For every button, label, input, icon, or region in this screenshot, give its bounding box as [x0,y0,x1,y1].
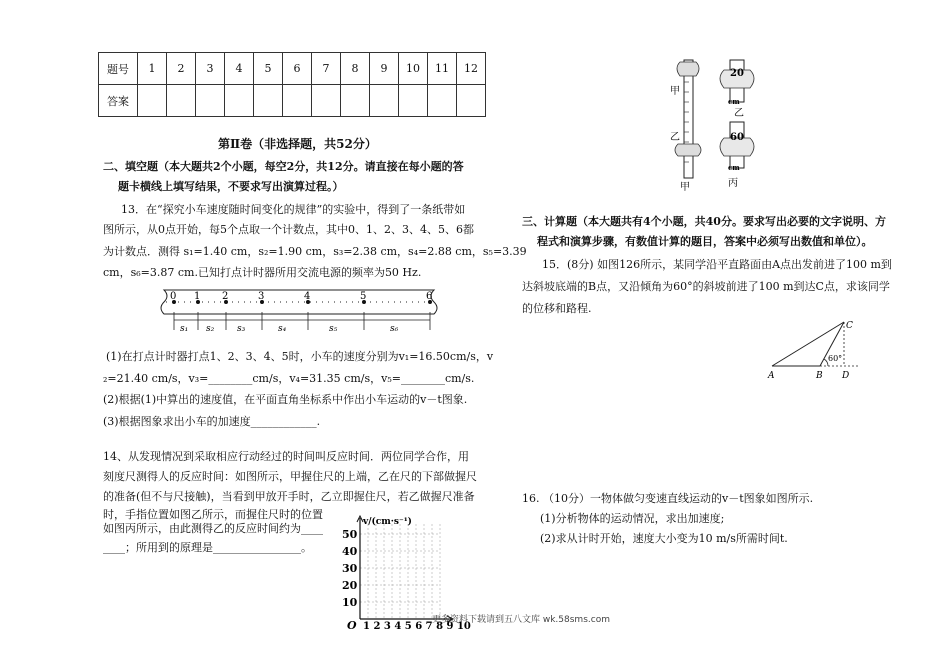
answer-cell[interactable] [428,85,457,117]
answer-cell[interactable] [196,85,225,117]
ruler-unit: cm [728,163,740,172]
table-row [99,85,486,117]
paper-tape-figure [158,286,443,334]
answer-cell[interactable] [399,85,428,117]
q13-line: 图所示，从0点开始，每5个点取一个计数点，其中0、1、2、3、4、5、6都 [103,223,474,236]
answer-table [98,52,486,117]
ruler-unit: cm [728,97,740,106]
q16-line2: (1)分析物体的运动情况，求出加速度; [540,512,725,525]
graph-ytick: 20 [342,579,358,592]
ruler-label: 乙 [734,108,744,119]
ruler-figure [670,52,790,192]
tape-label: 1 [194,291,201,302]
table-cell: 2 [167,53,196,85]
table-row [99,53,486,85]
q14-line: 刻度尺测得人的反应时间：如图所示，甲握住尺的上端，乙在尺的下部做握尺 [103,470,477,483]
graph-ytick: 40 [342,545,358,558]
point-label: A [768,371,775,381]
q13-line: 为计数点．测得 s₁=1.40 cm，s₂=1.90 cm，s₃=2.38 cm，s₄=2.88 cm，s₅=3.39 [103,245,527,258]
tape-label: 4 [304,291,311,302]
q13-line: 13．在“探究小车速度随时间变化的规律”的实验中，得到了一条纸带如 [121,203,466,216]
answer-cell[interactable] [167,85,196,117]
graph-origin: O [347,619,357,632]
graph-ytick: 10 [342,596,358,609]
answer-cell[interactable] [283,85,312,117]
header-label: 题号 [99,53,138,85]
graph-ytick: 50 [342,528,358,541]
fill-section-line2: 题卡横线上填写结果，不要求写出演算过程。） [118,180,344,193]
part2-title: 第Ⅱ卷（非选择题，共52分） [218,137,377,151]
tape-label: 2 [222,291,229,302]
ruler-reading: 60 [730,132,744,143]
ruler-label: 甲 [680,182,690,192]
calc-section-line1: 三、计算题（本大题共有4个小题，共40分。要求写出必要的文字说明、方 [522,215,886,228]
tape-label: 0 [170,291,177,302]
answer-cell[interactable] [341,85,370,117]
q14-line: 时，手指位置如图乙所示，而握住尺时的位置 [103,508,323,521]
q15-line: 达斜坡底端的B点，又沿倾角为60°的斜坡前进了100 m到达C点，求该同学 [522,280,890,293]
point-label: D [842,371,850,381]
point-label: C [846,321,853,331]
table-cell: 12 [457,53,486,85]
point-label: B [816,371,823,381]
table-cell: 3 [196,53,225,85]
table-cell: 6 [283,53,312,85]
segment-label: s₅ [329,324,338,334]
q16-line3: (2)求从计时开始，速度大小变为10 m/s所需时间t. [540,532,788,545]
segment-label: s₃ [237,324,246,334]
graph-ytick: 30 [342,562,358,575]
q13-sub1-line1: (1)在打点计时器打点1、2、3、4、5时，小车的速度分别为v₁=16.50cm/s，v [106,350,494,363]
ruler-label: 乙 [670,132,680,143]
tape-dots [172,300,432,304]
table-cell: 9 [370,53,399,85]
segment-label: s₁ [180,324,189,334]
answer-cell[interactable] [312,85,341,117]
segment-label: s₄ [278,324,287,334]
calc-section-line2: 程式和演算步骤，有数值计算的题目，答案中必须写出数值和单位）。 [537,235,873,248]
fill-section-line1: 二、填空题（本大题共2个小题，每空2分，共12分。请直接在每小题的答 [103,160,464,173]
q13-sub3: (3)根据图象求出小车的加速度____________. [103,415,321,428]
table-cell: 7 [312,53,341,85]
q13-sub2: (2)根据(1)中算出的速度值，在平面直角坐标系中作出小车运动的v－t图象. [103,393,468,406]
table-cell: 10 [399,53,428,85]
answer-cell[interactable] [138,85,167,117]
q13-line: cm，s₆=3.87 cm.已知打点计时器所用交流电源的频率为50 Hz. [103,266,422,279]
answer-cell[interactable] [457,85,486,117]
tape-label: 3 [258,291,265,302]
q15-line: 15．(8分) 如图126所示，某同学沿平直路面由A点出发前进了100 m到 [542,258,892,271]
table-cell: 4 [225,53,254,85]
graph-xticks: 1 2 3 4 5 6 7 8 9 10 [363,621,471,632]
table-cell: 11 [428,53,457,85]
table-cell: 8 [341,53,370,85]
footer-text: 更多资料下载请到五八文库 wk.58sms.com [432,615,610,625]
q16-line1: 16. （10分）一物体做匀变速直线运动的v－t图象如图所示. [522,492,814,505]
angle-label: 60° [828,354,843,363]
answer-cell[interactable] [254,85,283,117]
q14-line: 如图丙所示，由此测得乙的反应时间约为____ [103,522,323,535]
table-cell: 1 [138,53,167,85]
q14-line: ____；所用到的原理是________________。 [103,541,312,554]
slope-figure [762,314,862,386]
q14-line: 14、从发现情况到采取相应行动经过的时间叫反应时间．两位同学合作，用 [103,450,469,463]
q14-line: 的准备(但不与尺接触)，当看到甲放开手时，乙立即握住尺，若乙做握尺准备 [103,490,475,503]
answer-label: 答案 [99,85,138,117]
ruler-label: 甲 [670,86,680,97]
q13-sub1-line2: ₂=21.40 cm/s，v₃=________cm/s，v₄=31.35 cm/s，v₅=________cm/s. [103,372,475,385]
q15-line: 的位移和路程. [522,302,592,315]
tape-label: 5 [360,291,367,302]
segment-label: s₆ [390,324,399,334]
tape-label: 6 [426,291,433,302]
answer-cell[interactable] [370,85,399,117]
answer-cell[interactable] [225,85,254,117]
segment-label: s₂ [206,324,215,334]
ruler-reading: 20 [730,68,744,79]
graph-ylabel: v/(cm·s⁻¹) [363,517,412,527]
ruler-label: 丙 [728,178,738,189]
table-cell: 5 [254,53,283,85]
